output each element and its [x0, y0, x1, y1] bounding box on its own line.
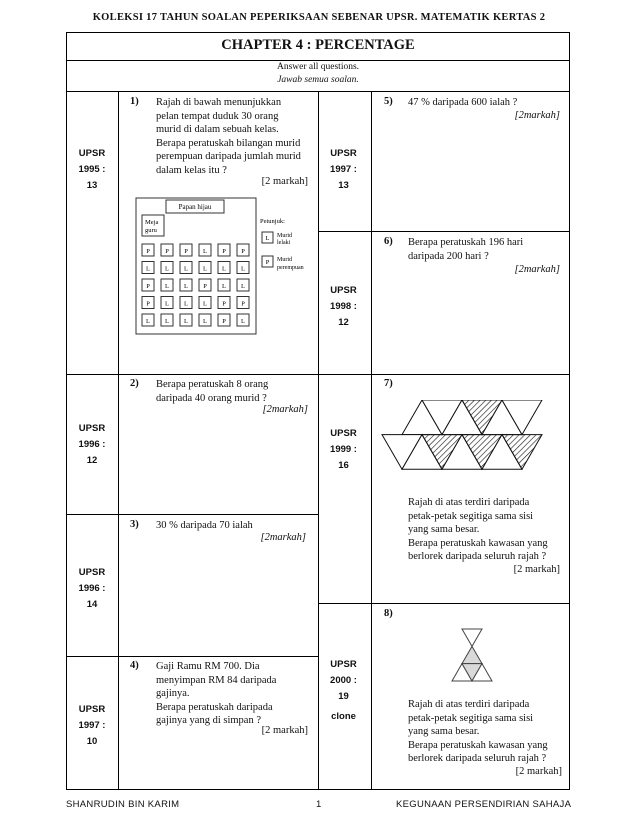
instruction-en: Answer all questions.	[276, 62, 360, 72]
question-text	[408, 496, 568, 564]
code-line: 14	[86, 599, 98, 610]
question-number: 2)	[130, 378, 139, 389]
text-line: petak-petak segitiga sama sisi	[408, 712, 534, 724]
seat-label: L	[184, 283, 188, 290]
code-line: 1999 :	[330, 444, 357, 455]
marks: [2markah]	[262, 404, 308, 415]
footer-author: SHANRUDIN BIN KARIM	[66, 799, 180, 810]
text-line: yang sama besar.	[408, 524, 480, 535]
text-line: petak-petak segitiga sama sisi	[408, 510, 534, 522]
exam-code	[317, 426, 370, 474]
seat-label: P	[184, 248, 188, 255]
seat-label: P	[241, 300, 245, 308]
text-line: 30 % daripada 70 ialah	[156, 520, 253, 531]
question-number: 1)	[130, 96, 139, 107]
code-line: 12	[338, 317, 349, 328]
board-label: Papan hijau	[178, 203, 212, 211]
seat-label: L	[222, 283, 226, 290]
question-number: 4)	[130, 660, 139, 671]
page-number: 1	[316, 799, 322, 810]
text-line: 47 % daripada 600 ialah ?	[408, 97, 518, 108]
triangle-hexagon-figure	[378, 400, 564, 482]
seat-label: L	[203, 265, 207, 273]
divider	[318, 603, 569, 604]
text-line: murid di dalam sebuah kelas.	[156, 124, 279, 135]
text-line: gajinya yang di simpan ?	[156, 715, 261, 726]
text-line: Berapa peratuskah kawasan yang	[408, 537, 548, 549]
code-line: 1997 :	[78, 720, 106, 731]
seat-label: L	[241, 265, 245, 273]
desk-label: guru	[145, 227, 157, 234]
text-line: Berapa peratuskah 8 orang	[156, 379, 269, 390]
text-line: Rajah di atas terdiri daripada	[408, 699, 530, 710]
question-text	[408, 236, 563, 263]
desk-label: Meja	[145, 219, 159, 226]
text-line: perempuan daripada jumlah murid	[156, 151, 301, 162]
code-line: UPSR	[78, 148, 106, 159]
seat-label: L	[165, 318, 169, 325]
seat-label: P	[203, 283, 207, 290]
question-text	[156, 660, 316, 728]
marks: [2markah]	[514, 110, 560, 121]
code-line: UPSR	[330, 148, 357, 159]
exam-code	[66, 421, 118, 469]
exam-code	[317, 146, 370, 194]
chapter-title: CHAPTER 4 : PERCENTAGE	[221, 37, 415, 53]
text-line: gajinya.	[156, 688, 190, 699]
code-line: UPSR	[78, 423, 106, 434]
question-number: 6)	[384, 236, 393, 247]
seat-label: P	[146, 248, 150, 255]
footer-note: KEGUNAAN PERSENDIRIAN SAHAJA	[396, 799, 572, 810]
code-line: 19	[338, 691, 349, 702]
question-text	[408, 96, 563, 110]
seat-label: L	[184, 318, 188, 325]
marks: [2markah]	[260, 532, 306, 543]
legend-label: Murid	[277, 233, 292, 239]
text-line: berlorek daripada seluruh rajah ?	[408, 753, 547, 764]
seat-label: P	[222, 248, 226, 255]
marks: [2 markah]	[261, 176, 308, 187]
seat-label: L	[165, 283, 169, 290]
exam-code	[66, 702, 118, 750]
divider	[67, 60, 569, 61]
divider	[371, 91, 372, 789]
exam-code	[317, 283, 370, 331]
code-line: 2000 :	[330, 675, 357, 686]
seat-label: P	[222, 318, 226, 325]
seat-label: L	[241, 318, 245, 325]
seat-label: L	[222, 265, 226, 273]
exam-code	[66, 565, 118, 613]
text-line: Berapa peratuskah bilangan murid	[156, 137, 301, 149]
triangle-cell	[462, 629, 482, 646]
marks: [2 markah]	[515, 766, 562, 777]
code-line: UPSR	[78, 567, 106, 578]
marks: [2 markah]	[261, 725, 308, 736]
seat-label: L	[165, 265, 169, 273]
seat-label: L	[241, 283, 245, 290]
seat-label: L	[184, 300, 188, 308]
legend-title: Petunjuk:	[260, 218, 285, 225]
seat-label: L	[203, 300, 207, 308]
seat-grid	[142, 244, 249, 326]
code-line: 1998 :	[330, 301, 357, 312]
triangle-grid	[382, 400, 542, 469]
legend-key: L	[265, 235, 270, 242]
code-line: 16	[338, 460, 349, 471]
text-line: Gaji Ramu RM 700. Dia	[156, 661, 260, 672]
text-line: Berapa peratuskah kawasan yang	[408, 739, 548, 751]
code-line: 1997 :	[330, 164, 357, 175]
question-number: 3)	[130, 519, 139, 530]
legend-label: lelaki	[277, 240, 291, 246]
text-line: Rajah di bawah menunjukkan	[156, 97, 282, 108]
text-line: yang sama besar.	[408, 726, 480, 737]
legend-label: perempuan	[277, 265, 304, 271]
code-line: 13	[86, 180, 98, 191]
text-line: pelan tempat duduk 30 orang	[156, 110, 279, 122]
question-text	[156, 519, 316, 533]
divider	[318, 231, 569, 232]
code-line: UPSR	[330, 659, 357, 670]
seat-label: P	[146, 300, 150, 308]
page-header: KOLEKSI 17 TAHUN SOALAN PEPERIKSAAN SEBENAR UPSR. MATEMATIK KERTAS 2	[92, 12, 546, 23]
code-line: 10	[86, 736, 98, 747]
seat-label: P	[146, 283, 150, 290]
divider	[67, 514, 318, 515]
code-line: clone	[331, 711, 356, 722]
code-line: 1996 :	[78, 583, 106, 594]
text-line: Berapa peratuskah daripada	[156, 701, 273, 713]
code-line: 13	[338, 180, 349, 191]
divider	[67, 374, 318, 375]
question-number: 8)	[384, 608, 393, 619]
code-line: UPSR	[330, 428, 357, 439]
code-line: UPSR	[78, 704, 106, 715]
triangle-cell	[462, 646, 482, 663]
divider	[118, 91, 119, 789]
question-number: 5)	[384, 96, 393, 107]
exam-code	[66, 146, 118, 194]
text-line: daripada 200 hari ?	[408, 250, 489, 262]
seat-label: L	[146, 318, 150, 325]
seat-label: L	[203, 318, 207, 325]
marks: [2 markah]	[513, 564, 560, 575]
question-text	[156, 96, 316, 177]
text-line: menyimpan RM 84 daripada	[156, 674, 277, 686]
text-line: Rajah di atas terdiri daripada	[408, 497, 530, 508]
marks: [2markah]	[514, 264, 560, 275]
text-line: daripada 40 orang murid ?	[156, 392, 267, 404]
seat-label: P	[241, 248, 245, 255]
divider	[318, 374, 569, 375]
code-line: 1995 :	[78, 164, 106, 175]
code-line: 1996 :	[78, 439, 106, 450]
exam-code	[317, 657, 370, 725]
text-line: Berapa peratuskah 196 hari	[408, 237, 524, 248]
legend-label: Murid	[277, 257, 292, 263]
question-number: 7)	[384, 378, 393, 389]
seat-label: L	[203, 248, 207, 255]
hourglass-figure	[440, 625, 504, 689]
code-line: UPSR	[330, 285, 357, 296]
seat-label: P	[222, 300, 226, 308]
seat-label: L	[165, 300, 169, 308]
instruction-ms: Jawab semua soalan.	[277, 75, 359, 85]
hourglass-grid	[452, 629, 492, 681]
question-text	[156, 378, 316, 405]
seating-plan-figure	[134, 195, 314, 340]
seat-label: P	[165, 248, 169, 255]
legend-key: P	[265, 259, 270, 266]
code-line: 12	[86, 455, 98, 466]
seat-label: L	[146, 265, 150, 273]
seat-label: L	[184, 265, 188, 273]
question-text	[408, 698, 568, 766]
text-line: dalam kelas itu ?	[156, 164, 227, 176]
divider	[67, 656, 318, 657]
text-line: berlorek daripada seluruh rajah ?	[408, 551, 547, 562]
